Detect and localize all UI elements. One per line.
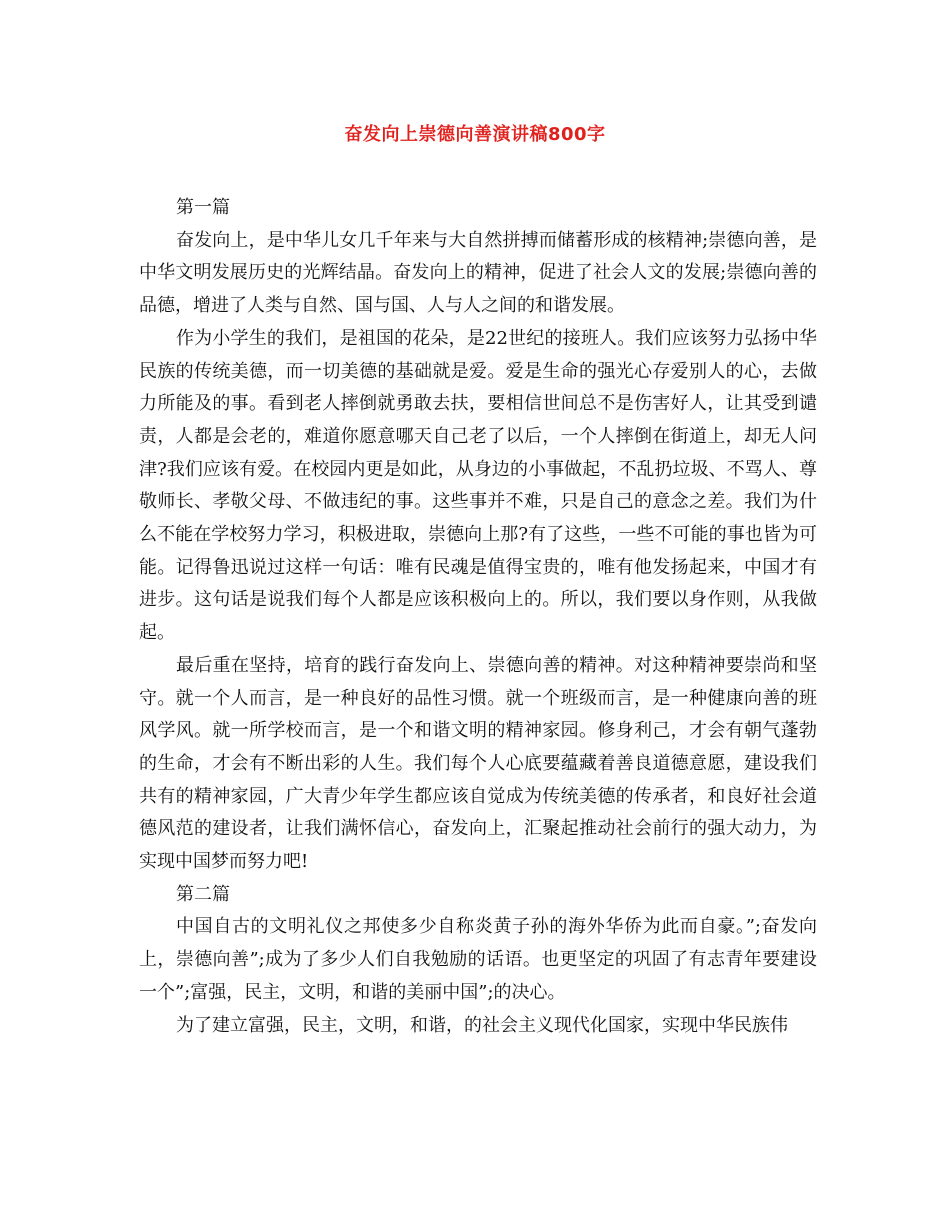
paragraph: 中国自古的文明礼仪之邦使多少自称炎黄子孙的海外华侨为此而自豪。”;奋发向上，崇德向善”;成为了多少人们自我勉励的话语。也更坚定的巩固了有志青年要建设一个”;富强，民主，文明，和谐的美丽中国”;的决心。 xyxy=(139,916,817,1003)
paragraph: 为了建立富强，民主，文明，和谐，的社会主义现代化国家，实现中华民族伟 xyxy=(176,1014,788,1036)
paragraph: 最后重在坚持，培育的践行奋发向上、崇德向善的精神。对这种精神要崇尚和坚守。就一个人而言，是一种良好的品性习惯。就一个班级而言，是一种健康向善的班风学风。就一所学校而言，是一个和谐文明的精神家园。修身利己，才会有朝气蓬勃的生命，才会有不断出彩的人生。我们每个人心底要蕴藏着善良道德意愿，建设我们共有的精神家园，广大青少年学生都应该自觉成为传统美德的传承者，和良好社会道德风范的建设者，让我们满怀信心，奋发向上，汇聚起推动社会前行的强大动力，为实现中国梦而努力吧! xyxy=(139,654,817,873)
section-heading: 第一篇 xyxy=(176,197,230,218)
document-body xyxy=(139,192,817,1042)
paragraph: 奋发向上，是中华儿女几千年来与大自然拼搏而储蓄形成的核精神;崇德向善，是中华文明发展历史的光辉结晶。奋发向上的精神，促进了社会人文的发展;崇德向善的品德，增进了人类与自然、国与国、人与人之间的和谐发展。 xyxy=(139,229,817,317)
paragraph: 作为小学生的我们，是祖国的花朵，是22世纪的接班人。我们应该努力弘扬中华民族的传统美德，而一切美德的基础就是爱。爱是生命的强光心存爱别人的心，去做力所能及的事。看到老人摔倒就勇敢去扶，要相信世间总不是伤害好人，让其受到谴责，人都是会老的，难道你愿意哪天自己老了以后，一个人摔倒在街道上，却无人问津?我们应该有爱。在校园内更是如此，从身边的小事做起，不乱扔垃圾、不骂人、尊敬师长、孝敬父母、不做违纪的事。这些事并不难，只是自己的意念之差。我们为什么不能在学校努力学习，积极进取，崇德向上那?有了这些，一些不可能的事也皆为可能。记得鲁迅说过这样一句话：唯有民魂是值得宝贵的，唯有他发扬起来，中国才有进步。这句话是说我们每个人都是应该积极向上的。所以，我们要以身作则，从我做起。 xyxy=(139,327,817,644)
section-heading: 第二篇 xyxy=(176,883,230,905)
document-title: 奋发向上崇德向善演讲稿800字 xyxy=(344,124,606,145)
